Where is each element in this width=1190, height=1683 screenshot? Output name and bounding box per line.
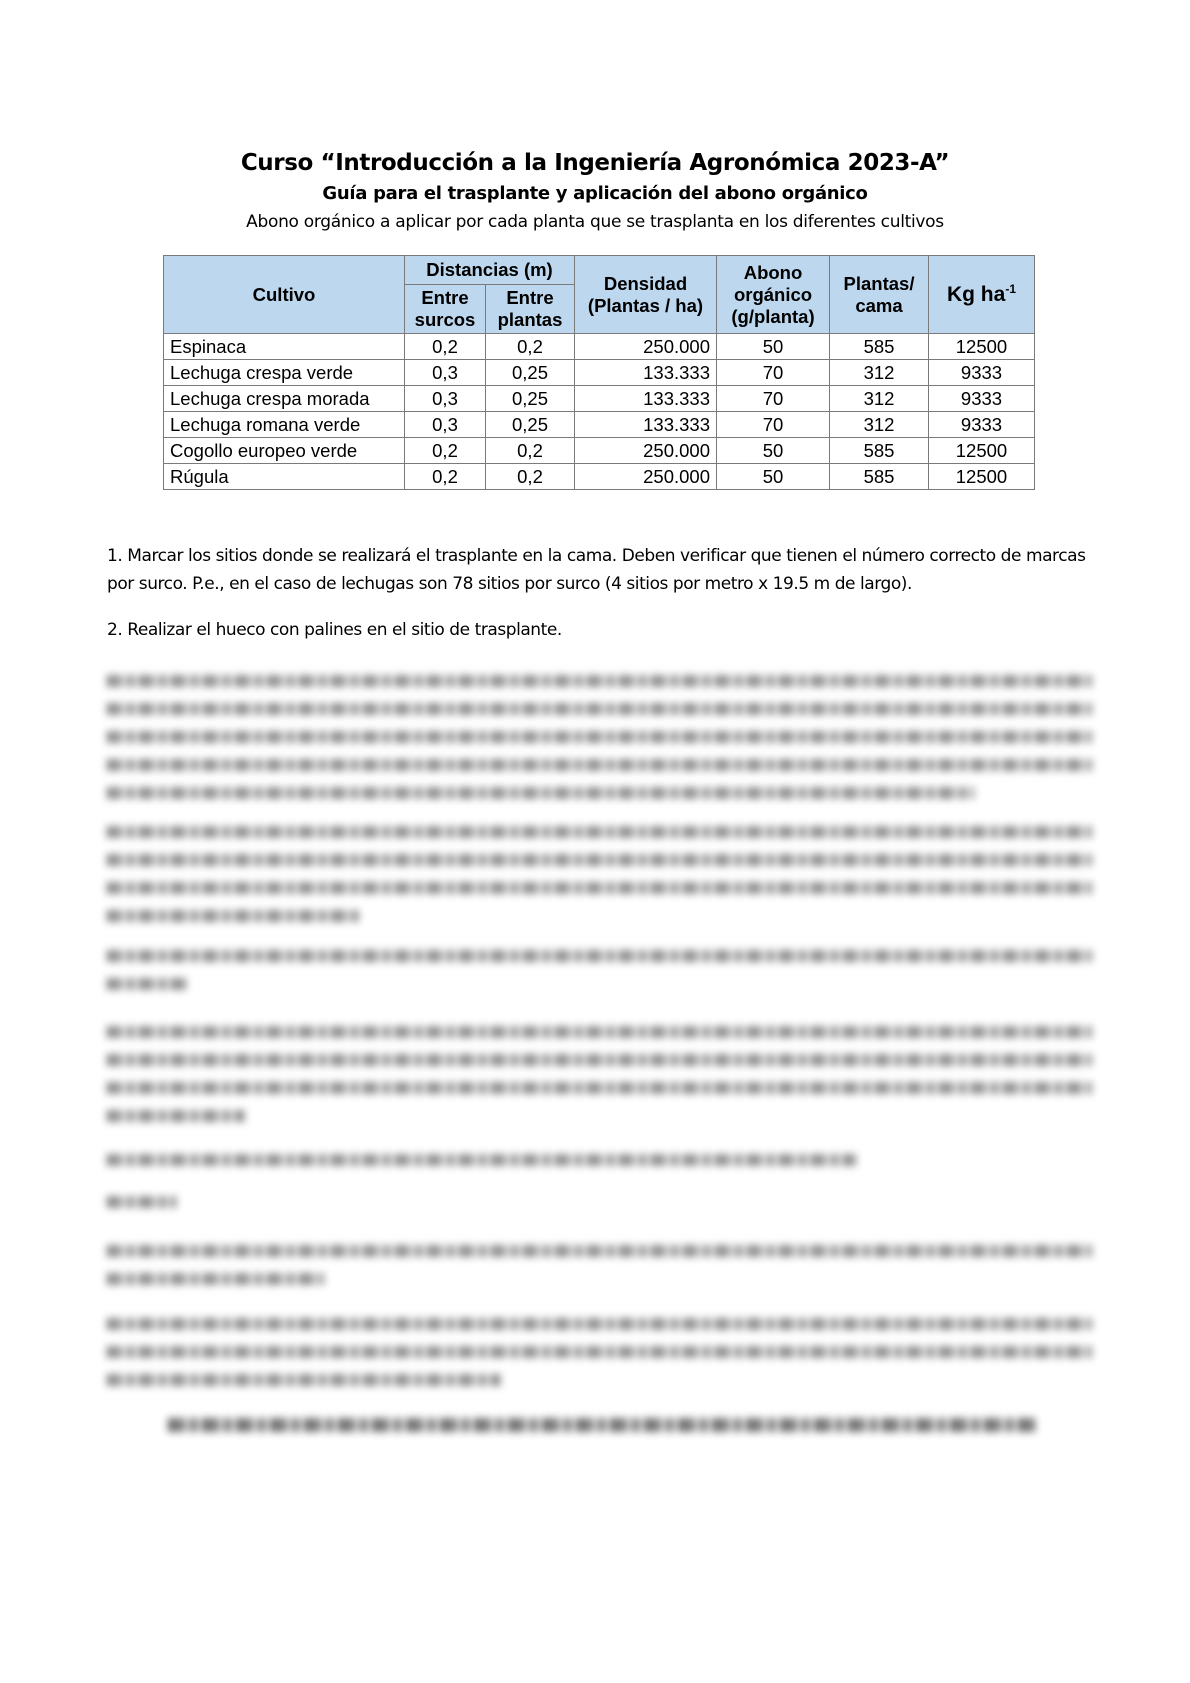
table-caption: Abono orgánico a aplicar por cada planta que se trasplanta en los diferentes cultivos	[246, 212, 944, 232]
cell-entre-surcos: 0,3	[405, 412, 486, 438]
blurred-step-6	[107, 1026, 1092, 1138]
cell-plantas-cama: 585	[830, 334, 929, 360]
cell-cultivo: Cogollo europeo verde	[164, 438, 405, 464]
blurred-step-5	[107, 950, 1092, 1006]
cell-cultivo: Lechuga crespa verde	[164, 360, 405, 386]
cell-entre-plantas: 0,2	[486, 464, 575, 490]
cell-cultivo: Lechuga romana verde	[164, 412, 405, 438]
cell-abono: 50	[717, 464, 830, 490]
cell-kg-ha: 12500	[929, 334, 1035, 360]
table-row	[164, 360, 1035, 386]
cell-abono: 70	[717, 412, 830, 438]
blurred-step-3	[107, 675, 1092, 815]
cell-kg-ha: 12500	[929, 438, 1035, 464]
cell-plantas-cama: 585	[830, 438, 929, 464]
col-header-entre-surcos: Entre surcos	[405, 285, 486, 334]
cell-entre-surcos: 0,2	[405, 334, 486, 360]
blurred-step-7	[107, 1154, 1092, 1182]
col-header-kg-ha: Kg $ha^{-1}$	[929, 256, 1035, 334]
cell-abono: 50	[717, 438, 830, 464]
fertilizer-table	[163, 255, 1035, 490]
cell-kg-ha: 9333	[929, 412, 1035, 438]
cell-entre-surcos: 0,2	[405, 464, 486, 490]
cell-cultivo: Espinaca	[164, 334, 405, 360]
blurred-note-a	[107, 1245, 1092, 1301]
step-1-text: 1. Marcar los sitios donde se realizará el trasplante en la cama. Deben verificar que tienen el número correcto de marcas por surco. P.e., en el caso de lechugas son 78 sitios por surco (4 sitios por metro x 19.5 m de largo).	[107, 546, 1086, 594]
cell-plantas-cama: 312	[830, 360, 929, 386]
blurred-step-4	[107, 826, 1092, 938]
document-title: Curso “Introducción a la Ingeniería Agronómica 2023-A”	[240, 150, 950, 176]
cell-entre-plantas: 0,25	[486, 360, 575, 386]
cell-densidad: 133.333	[575, 386, 717, 412]
cell-abono: 50	[717, 334, 830, 360]
cell-kg-ha: 9333	[929, 360, 1035, 386]
blurred-closing-line	[168, 1418, 1038, 1448]
cell-entre-surcos: 0,2	[405, 438, 486, 464]
cell-entre-plantas: 0,25	[486, 412, 575, 438]
cell-abono: 70	[717, 386, 830, 412]
cell-cultivo: Lechuga crespa morada	[164, 386, 405, 412]
cell-entre-plantas: 0,2	[486, 438, 575, 464]
cell-entre-surcos: 0,3	[405, 386, 486, 412]
cell-densidad: 133.333	[575, 412, 717, 438]
cell-plantas-cama: 312	[830, 412, 929, 438]
cell-densidad: 250.000	[575, 438, 717, 464]
cell-kg-ha: 12500	[929, 464, 1035, 490]
cell-plantas-cama: 585	[830, 464, 929, 490]
cell-entre-plantas: 0,2	[486, 334, 575, 360]
col-header-distancias: Distancias (m)	[405, 256, 575, 285]
step-2-text: 2. Realizar el hueco con palines en el sitio de trasplante.	[107, 620, 562, 640]
blurred-notes-heading	[107, 1196, 1092, 1224]
col-header-densidad: Densidad (Plantas / ha)	[575, 256, 717, 334]
table-row	[164, 438, 1035, 464]
cell-plantas-cama: 312	[830, 386, 929, 412]
table-row	[164, 412, 1035, 438]
col-header-plantas-cama: Plantas/ cama	[830, 256, 929, 334]
col-header-abono: Abono orgánico (g/planta)	[717, 256, 830, 334]
col-header-cultivo: Cultivo	[164, 256, 405, 334]
blurred-note-b	[107, 1318, 1092, 1402]
cell-kg-ha: 9333	[929, 386, 1035, 412]
cell-entre-plantas: 0,25	[486, 386, 575, 412]
table-row	[164, 334, 1035, 360]
table-row	[164, 386, 1035, 412]
col-header-entre-plantas: Entre plantas	[486, 285, 575, 334]
cell-densidad: 250.000	[575, 334, 717, 360]
cell-cultivo: Rúgula	[164, 464, 405, 490]
document-subtitle: Guía para el trasplante y aplicación del abono orgánico	[322, 183, 868, 204]
table-row	[164, 464, 1035, 490]
cell-densidad: 250.000	[575, 464, 717, 490]
cell-abono: 70	[717, 360, 830, 386]
cell-densidad: 133.333	[575, 360, 717, 386]
cell-entre-surcos: 0,3	[405, 360, 486, 386]
